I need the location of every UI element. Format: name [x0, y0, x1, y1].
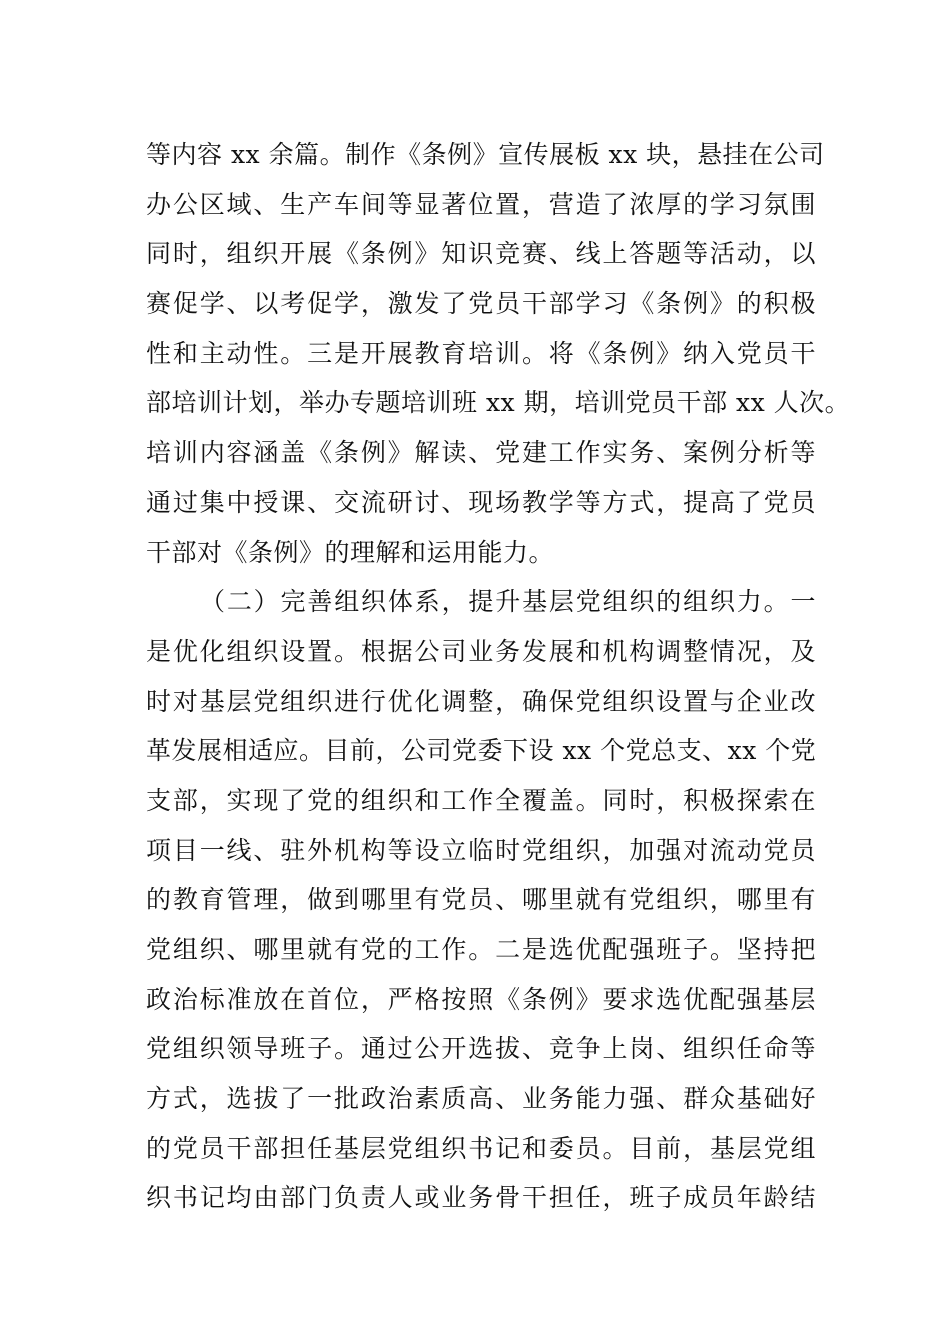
- text-line: 方式，选拔了一批政治素质高、业务能力强、群众基础好: [146, 1084, 816, 1114]
- text-line: 革发展相适应。目前，公司党委下设 xx 个党总支、xx 个党: [146, 736, 817, 766]
- text-line: 同时，组织开展《条例》知识竞赛、线上答题等活动，以: [146, 239, 816, 269]
- paragraph-end-line: 干部对《条例》的理解和运用能力。: [146, 537, 555, 567]
- text-line: 等内容 xx 余篇。制作《条例》宣传展板 xx 块，悬挂在公司: [146, 140, 825, 169]
- text-line: 是优化组织设置。根据公司业务发展和机构调整情况，及: [146, 636, 816, 666]
- text-line: 的党员干部担任基层党组织书记和委员。目前，基层党组: [146, 1133, 816, 1163]
- text-line: 办公区域、生产车间等显著位置，营造了浓厚的学习氛围: [146, 189, 816, 219]
- body-text: [146, 130, 851, 1223]
- text-line: 党组织、哪里就有党的工作。二是选优配强班子。坚持把: [146, 935, 816, 964]
- text-line: 织书记均由部门负责人或业务骨干担任，班子成员年龄结: [146, 1183, 816, 1213]
- text-line: 赛促学、以考促学，激发了党员干部学习《条例》的积极: [146, 289, 816, 319]
- text-line: 培训内容涵盖《条例》解读、党建工作实务、案例分析等: [146, 438, 816, 468]
- text-line: 时对基层党组织进行优化调整，确保党组织设置与企业改: [146, 686, 816, 716]
- text-line: 的教育管理，做到哪里有党员、哪里就有党组织，哪里有: [146, 885, 816, 915]
- text-line: 部培训计划，举办专题培训班 xx 期，培训党员干部 xx 人次。: [146, 388, 851, 418]
- text-line: 政治标准放在首位，严格按照《条例》要求选优配强基层: [146, 984, 816, 1014]
- text-line: 通过集中授课、交流研讨、现场教学等方式，提高了党员: [146, 487, 816, 517]
- text-line: 支部，实现了党的组织和工作全覆盖。同时，积极探索在: [146, 785, 816, 815]
- text-line: 性和主动性。三是开展教育培训。将《条例》纳入党员干: [146, 338, 816, 368]
- text-line: 党组织领导班子。通过公开选拔、竞争上岗、组织任命等: [146, 1034, 816, 1064]
- section-heading-line: （二）完善组织体系，提升基层党组织的组织力。一: [200, 587, 816, 617]
- text-line: 项目一线、驻外机构等设立临时党组织，加强对流动党员: [146, 835, 816, 865]
